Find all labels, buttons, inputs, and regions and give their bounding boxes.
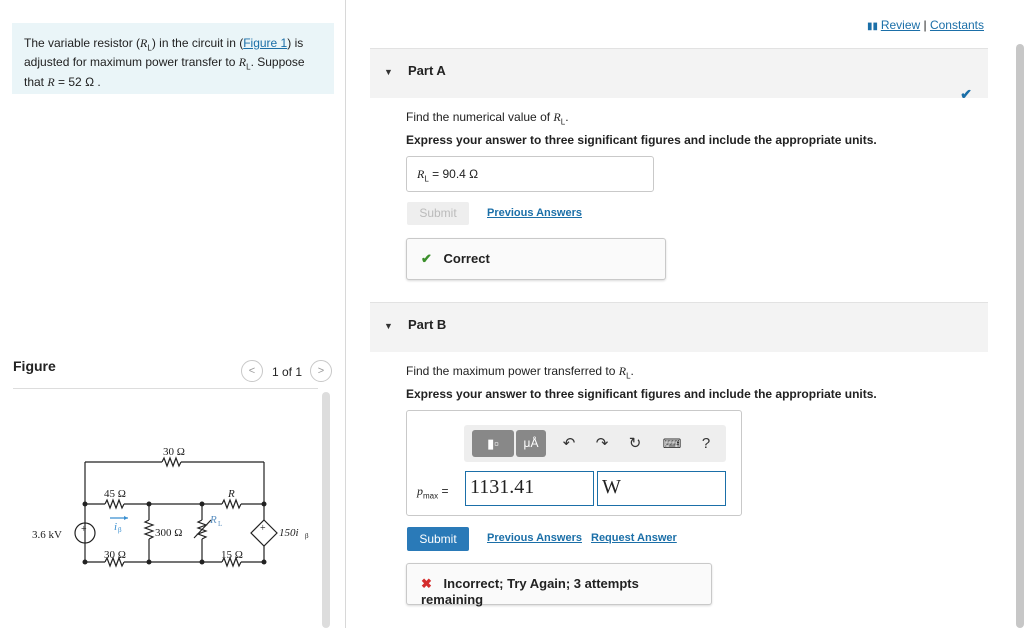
question-text: Find the maximum power transferred to [406, 364, 619, 378]
current-label: i [114, 521, 118, 533]
constants-link[interactable]: Constants [929, 18, 984, 32]
rl-subscript: L [560, 117, 566, 127]
part-b-instruction: Express your answer to three significant figures and include the appropriate units. [406, 387, 877, 401]
request-answer-link[interactable]: Request Answer [591, 532, 677, 544]
collapse-triangle-icon: ▼ [384, 67, 393, 77]
rl-subscript: L [626, 371, 631, 381]
unit-input[interactable]: W [597, 471, 726, 506]
part-b-question [406, 364, 634, 380]
r-top-label: 30 Ω [163, 446, 185, 458]
r-variable-label: R [228, 488, 235, 500]
link-separator: | [920, 18, 930, 32]
next-figure-button[interactable] [310, 360, 332, 382]
part-a-feedback [406, 238, 666, 280]
book-icon: ▮▮ [867, 21, 881, 32]
problem-text: . [94, 74, 101, 89]
part-a-question [406, 110, 569, 126]
problem-panel [0, 0, 346, 628]
part-b-previous-answers-link[interactable]: Previous Answers [487, 532, 582, 544]
x-icon: ✖ [421, 576, 432, 591]
dep-source-plus: + [260, 523, 266, 534]
part-a-label: Part A [408, 63, 446, 78]
rl-symbol: R [238, 55, 247, 70]
current-sub: β [118, 526, 122, 534]
pmax-equals: = [438, 484, 449, 498]
r-unit: Ω [85, 74, 95, 89]
part-b-feedback [406, 563, 712, 605]
part-b-header[interactable] [370, 302, 988, 352]
help-button[interactable] [696, 430, 716, 457]
top-links [867, 18, 984, 32]
check-icon: ✔ [421, 251, 432, 266]
rl-label: R [210, 514, 217, 526]
pmax-label [417, 484, 448, 500]
r-bottom-left-label: 30 Ω [104, 549, 126, 561]
circuit-diagram [30, 440, 320, 580]
pmax-subscript: max [423, 491, 439, 501]
part-b-label: Part B [408, 317, 447, 332]
math-toolbar [464, 425, 726, 462]
undo-button[interactable] [558, 430, 580, 457]
question-text: . [630, 364, 634, 378]
problem-statement [12, 23, 334, 94]
rl-subscript: L [147, 43, 152, 53]
keyboard-icon: ⌨ [662, 436, 682, 451]
part-b-answer-box [406, 410, 742, 516]
source-voltage-label: 3.6 kV [32, 529, 62, 541]
feedback-text: Incorrect; Try Again; 3 attempts remaining [421, 576, 639, 607]
answer-value: = 90.4 Ω [428, 167, 479, 181]
chevron-right-icon: > [317, 365, 325, 377]
part-a-submit-button[interactable]: Submit [407, 202, 469, 225]
value-input[interactable]: 1131.41 [465, 471, 594, 506]
answer-subscript: L [424, 174, 429, 184]
keyboard-button[interactable] [659, 430, 685, 457]
pmax-symbol: p [417, 484, 423, 498]
part-a-previous-answers-link[interactable]: Previous Answers [487, 207, 582, 219]
rl-symbol: R [553, 110, 561, 124]
problem-text: ) in the circuit in ( [151, 36, 244, 50]
figure-divider [13, 388, 318, 389]
r-value: = 52 [54, 74, 86, 89]
redo-icon: ↷ [595, 435, 609, 452]
chevron-left-icon: < [248, 365, 256, 377]
units-icon: μÅ [523, 436, 539, 450]
problem-text: . Suppose that [24, 55, 305, 89]
feedback-text: Correct [443, 251, 490, 266]
part-b-submit-button[interactable]: Submit [407, 527, 469, 551]
dep-source-sub: β [305, 532, 309, 540]
question-text: Find the numerical value of [406, 110, 554, 124]
problem-text: The variable resistor ( [24, 36, 141, 50]
problem-text: ) is adjusted for maximum power transfer to [24, 36, 304, 70]
rl-symbol: R [140, 36, 148, 50]
r-300-label: 300 Ω [155, 527, 183, 539]
collapse-triangle-icon: ▼ [384, 321, 393, 331]
source-plus: + [81, 524, 87, 535]
redo-button[interactable] [591, 430, 613, 457]
review-link[interactable]: Review [880, 18, 921, 32]
templates-button[interactable] [472, 430, 514, 457]
answer-panel [347, 0, 1024, 628]
help-icon: ? [701, 435, 711, 452]
dep-source-label: 150i [279, 527, 299, 539]
rl-subscript: L [246, 62, 251, 72]
reset-icon: ↻ [628, 435, 642, 452]
previous-figure-button[interactable] [241, 360, 263, 382]
r-symbol: R [47, 74, 55, 89]
part-a-instruction: Express your answer to three significant figures and include the appropriate units. [406, 133, 877, 147]
part-a-answer-field [406, 156, 654, 192]
r-15-label: 15 Ω [221, 549, 243, 561]
reset-button[interactable] [624, 430, 646, 457]
figure-link[interactable]: Figure 1 [243, 36, 288, 50]
answer-symbol: R [417, 167, 425, 181]
figure-scrollbar[interactable] [322, 392, 330, 628]
part-a-header[interactable] [370, 48, 988, 98]
rl-symbol: R [618, 364, 627, 378]
undo-icon: ↶ [562, 435, 576, 452]
figure-pager: 1 of 1 [272, 365, 303, 379]
checkmark-icon: ✔ [960, 86, 972, 102]
r-45-label: 45 Ω [104, 488, 126, 500]
units-button[interactable] [516, 430, 546, 457]
templates-icon: ▮▫ [487, 436, 499, 451]
figure-title: Figure [13, 358, 56, 374]
question-text: . [565, 110, 569, 124]
rl-label-sub: L [218, 520, 223, 528]
page-scrollbar[interactable] [1016, 44, 1024, 628]
